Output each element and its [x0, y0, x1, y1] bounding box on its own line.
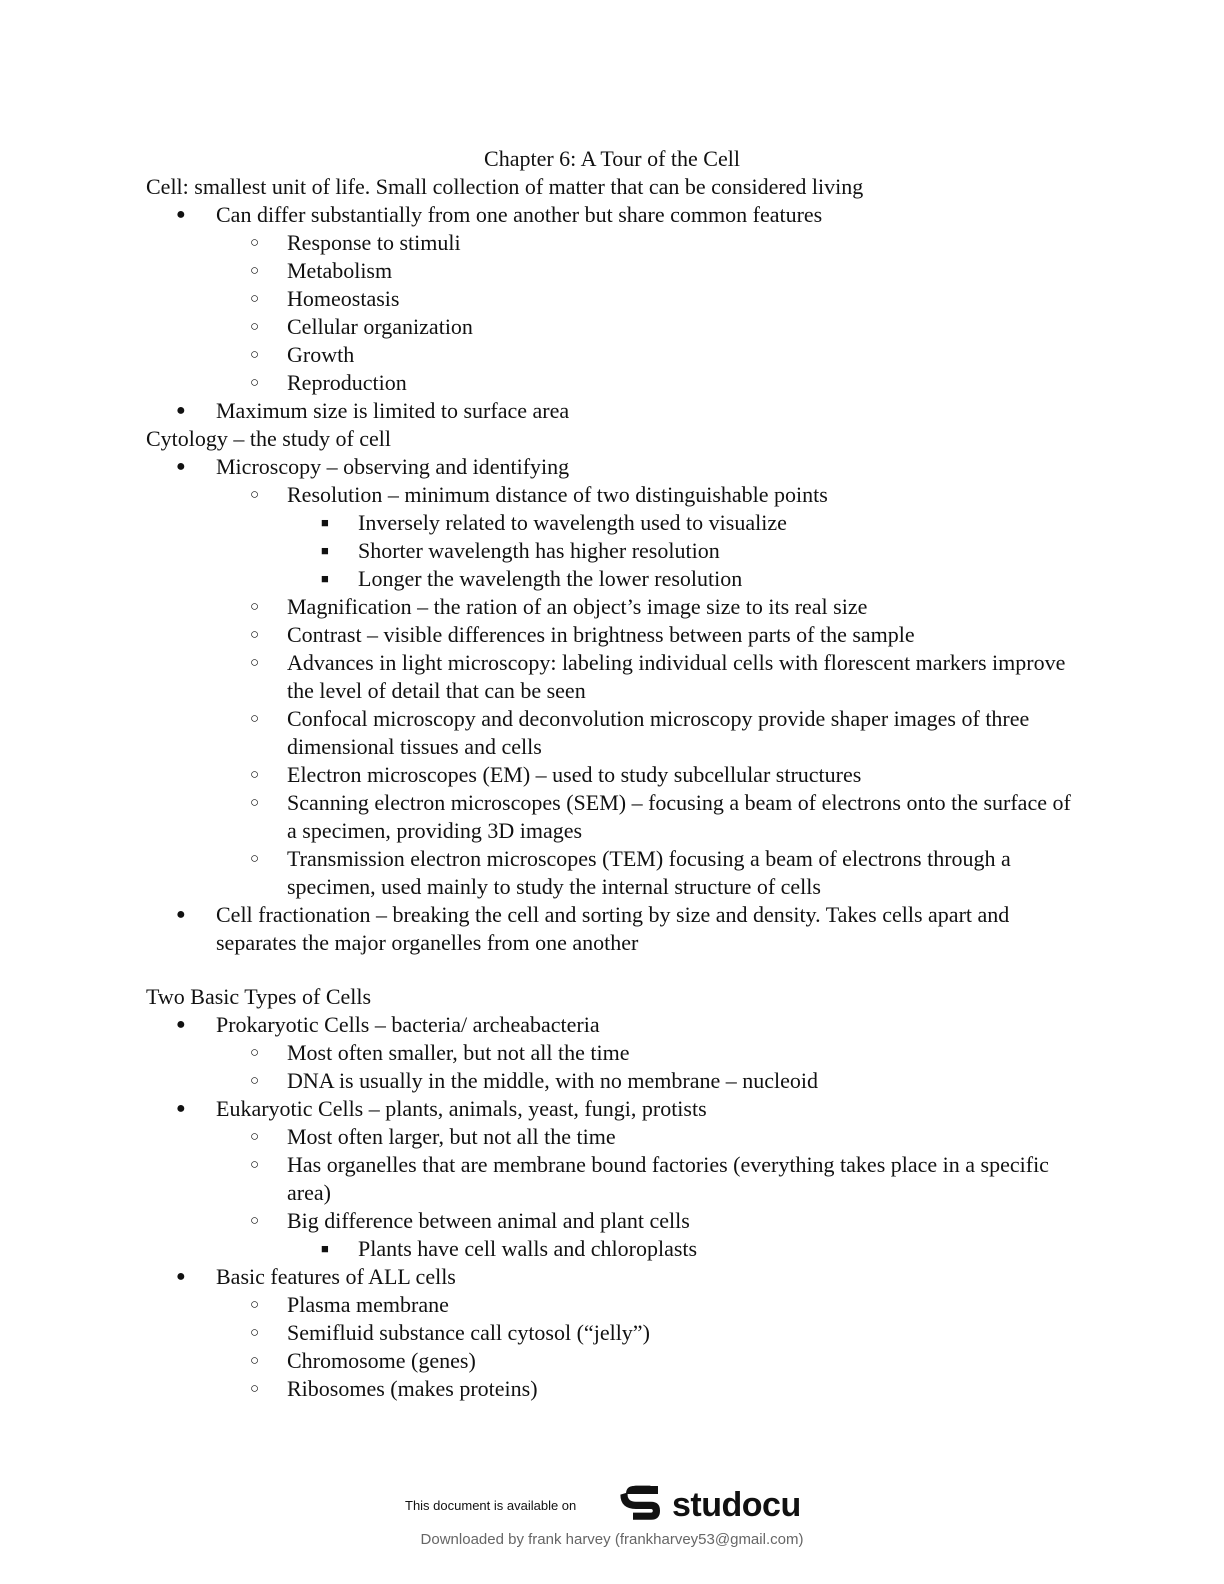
line-text: Confocal microscopy and deconvolution microscopy provide shaper images of three dimensional tissues and cells	[287, 706, 1030, 759]
document-body	[146, 173, 1086, 1403]
section-heading	[146, 425, 1086, 453]
list-item-level-2	[146, 593, 1086, 621]
list-item-level-2	[146, 1291, 1086, 1319]
line-text: Semifluid substance call cytosol (“jelly”)	[287, 1320, 650, 1345]
list-item-level-2	[146, 1123, 1086, 1151]
line-text: Most often smaller, but not all the time	[287, 1040, 630, 1065]
line-text: Cell: smallest unit of life. Small collection of matter that can be considered living	[146, 174, 864, 199]
line-text: Contrast – visible differences in brightness between parts of the sample	[287, 622, 915, 647]
line-text: Ribosomes (makes proteins)	[287, 1376, 538, 1401]
bullet-level-1: ●	[176, 402, 186, 419]
line-text: Cell fractionation – breaking the cell and sorting by size and density. Takes cells apart and separates the major organelles from one another	[216, 902, 1010, 955]
list-item-level-2	[146, 369, 1086, 397]
bullet-level-2: ○	[250, 1353, 260, 1369]
bullet-level-2: ○	[250, 599, 260, 615]
list-item-level-2	[146, 229, 1086, 257]
list-item-level-2	[146, 705, 1086, 761]
line-text: Magnification – the ration of an object’s image size to its real size	[287, 594, 868, 619]
line-text: Two Basic Types of Cells	[146, 984, 372, 1009]
list-item-level-2	[146, 621, 1086, 649]
line-text: Big difference between animal and plant cells	[287, 1208, 690, 1233]
section-heading	[146, 173, 1086, 201]
line-text: Prokaryotic Cells – bacteria/ archeabacteria	[216, 1012, 600, 1037]
line-text: Shorter wavelength has higher resolution	[358, 538, 720, 563]
download-note: Downloaded by frank harvey (frankharvey53@gmail.com)	[420, 1531, 804, 1548]
bullet-level-2: ○	[250, 627, 260, 643]
line-text: Chromosome (genes)	[287, 1348, 476, 1373]
bullet-level-2: ○	[250, 1325, 260, 1341]
bullet-level-2: ○	[250, 655, 260, 671]
bullet-level-1: ●	[176, 1100, 186, 1117]
list-item-level-2	[146, 1375, 1086, 1403]
list-item-level-3	[146, 509, 1086, 537]
list-item-level-1	[146, 901, 1086, 957]
list-item-level-2	[146, 341, 1086, 369]
list-item-level-3	[146, 1235, 1086, 1263]
section-heading	[146, 983, 1086, 1011]
line-text: Plasma membrane	[287, 1292, 449, 1317]
studocu-logo-icon	[620, 1482, 666, 1528]
bullet-level-2: ○	[250, 347, 260, 363]
line-text: Maximum size is limited to surface area	[216, 398, 570, 423]
list-item-level-2	[146, 257, 1086, 285]
list-item-level-3	[146, 537, 1086, 565]
page-title: Chapter 6: A Tour of the Cell	[484, 146, 740, 171]
footer-banner[interactable]	[0, 1478, 1224, 1538]
line-text: Longer the wavelength the lower resolution	[358, 566, 743, 591]
bullet-level-2: ○	[250, 711, 260, 727]
line-text: Plants have cell walls and chloroplasts	[358, 1236, 698, 1261]
line-text: Basic features of ALL cells	[216, 1264, 456, 1289]
bullet-level-2: ○	[250, 795, 260, 811]
bullet-level-2: ○	[250, 1381, 260, 1397]
bullet-level-2: ○	[250, 291, 260, 307]
bullet-level-3: ■	[321, 571, 329, 586]
line-text: Most often larger, but not all the time	[287, 1124, 616, 1149]
line-text: Reproduction	[287, 370, 407, 395]
line-text: Transmission electron microscopes (TEM) focusing a beam of electrons through a specimen, used mainly to study the internal structure of cells	[287, 846, 1011, 899]
line-text: Growth	[287, 342, 355, 367]
bullet-level-2: ○	[250, 235, 260, 251]
list-item-level-2	[146, 1067, 1086, 1095]
bullet-level-1: ●	[176, 206, 186, 223]
line-text: Metabolism	[287, 258, 393, 283]
bullet-level-2: ○	[250, 487, 260, 503]
bullet-level-2: ○	[250, 767, 260, 783]
line-text: Eukaryotic Cells – plants, animals, yeast, fungi, protists	[216, 1096, 707, 1121]
list-item-level-2	[146, 789, 1086, 845]
line-text: Resolution – minimum distance of two distinguishable points	[287, 482, 828, 507]
list-item-level-2	[146, 1151, 1086, 1207]
bullet-level-2: ○	[250, 263, 260, 279]
list-item-level-2	[146, 313, 1086, 341]
list-item-level-2	[146, 649, 1086, 705]
bullet-level-3: ■	[321, 515, 329, 530]
bullet-level-3: ■	[321, 1241, 329, 1256]
list-item-level-2	[146, 1347, 1086, 1375]
line-text: Response to stimuli	[287, 230, 461, 255]
footer-available-text: This document is available on	[405, 1498, 577, 1513]
bullet-level-2: ○	[250, 375, 260, 391]
line-text: Scanning electron microscopes (SEM) – focusing a beam of electrons onto the surface of a specimen, providing 3D images	[287, 790, 1071, 843]
line-text: Electron microscopes (EM) – used to study subcellular structures	[287, 762, 862, 787]
line-text: Can differ substantially from one another but share common features	[216, 202, 823, 227]
bullet-level-2: ○	[250, 1073, 260, 1089]
list-item-level-1	[146, 1011, 1086, 1039]
line-text: Inversely related to wavelength used to visualize	[358, 510, 787, 535]
list-item-level-1	[146, 1095, 1086, 1123]
line-text: Advances in light microscopy: labeling individual cells with florescent markers improve the level of detail that can be seen	[287, 650, 1066, 703]
list-item-level-1	[146, 453, 1086, 481]
line-text: Homeostasis	[287, 286, 400, 311]
list-item-level-1	[146, 201, 1086, 229]
list-item-level-1	[146, 397, 1086, 425]
line-text: Has organelles that are membrane bound factories (everything takes place in a specific area)	[287, 1152, 1049, 1205]
line-text: Cytology – the study of cell	[146, 426, 392, 451]
bullet-level-2: ○	[250, 319, 260, 335]
list-item-level-2	[146, 1039, 1086, 1067]
bullet-level-1: ●	[176, 1016, 186, 1033]
line-text: Microscopy – observing and identifying	[216, 454, 570, 479]
bullet-level-1: ●	[176, 458, 186, 475]
line-text: Cellular organization	[287, 314, 473, 339]
list-item-level-2	[146, 285, 1086, 313]
bullet-level-2: ○	[250, 1157, 260, 1173]
list-item-level-2	[146, 845, 1086, 901]
list-item-level-1	[146, 1263, 1086, 1291]
list-item-level-2	[146, 481, 1086, 509]
bullet-level-2: ○	[250, 1213, 260, 1229]
studocu-logo-text: studocu	[672, 1486, 801, 1524]
bullet-level-3: ■	[321, 543, 329, 558]
list-item-level-2	[146, 761, 1086, 789]
list-item-level-2	[146, 1207, 1086, 1235]
list-item-level-2	[146, 1319, 1086, 1347]
line-text: DNA is usually in the middle, with no membrane – nucleoid	[287, 1068, 818, 1093]
bullet-level-2: ○	[250, 1045, 260, 1061]
bullet-level-1: ●	[176, 906, 186, 923]
bullet-level-2: ○	[250, 851, 260, 867]
list-item-level-3	[146, 565, 1086, 593]
section-spacer	[146, 957, 1086, 983]
bullet-level-2: ○	[250, 1129, 260, 1145]
bullet-level-1: ●	[176, 1268, 186, 1285]
bullet-level-2: ○	[250, 1297, 260, 1313]
